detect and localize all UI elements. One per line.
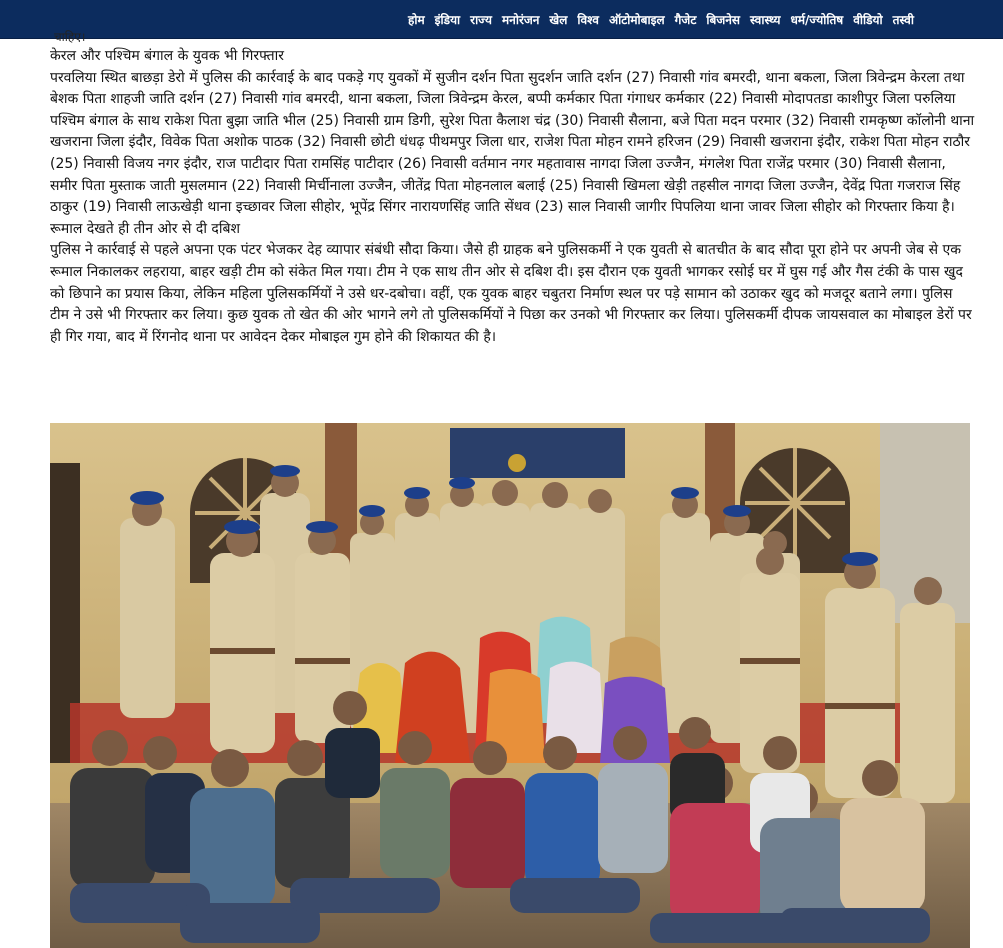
clipped-previous-text — [54, 30, 86, 44]
subheading-kerala-bengal: केरल और पश्चिम बंगाल के युवक भी गिरफ्तार — [50, 48, 284, 64]
nav-item[interactable]: स्वास्थ्य — [750, 12, 781, 27]
nav-menu — [408, 0, 924, 38]
police-group-photo-illustration — [50, 423, 970, 948]
news-photo[interactable] — [50, 423, 970, 948]
nav-item[interactable]: ऑटोमोबाइल — [608, 12, 665, 27]
nav-item[interactable]: खेल — [549, 12, 568, 27]
nav-item[interactable]: राज्य — [470, 12, 492, 27]
nav-item[interactable]: गैजेट — [674, 12, 697, 27]
article-body — [50, 46, 975, 348]
nav-item[interactable]: विश्व — [577, 12, 599, 27]
clipped-text: चाहिए। — [54, 30, 86, 44]
nav-item[interactable]: बिजनेस — [706, 12, 741, 27]
nav-item[interactable]: वीडियो — [853, 12, 883, 27]
notice-board — [450, 428, 625, 478]
nav-item[interactable]: मनोरंजन — [502, 12, 540, 27]
top-navigation-bar — [0, 0, 1003, 39]
subheading-handkerchief-raid: रूमाल देखते ही तीन ओर से दी दबिश — [50, 220, 240, 237]
nav-item[interactable]: इंडिया — [434, 12, 461, 27]
paragraph-raid-details: पुलिस ने कार्रवाई से पहले अपना एक पंटर भेजकर देह व्यापार संबंधी सौदा किया। जैसे ही ग्राहक बने पुलिसकर्मी ने एक युवती से बातचीत के बाद सौदा पूरा होने पर अपनी जेब से एक रूमाल निकालकर लहराया, बाहर खड़ी टीम को संकेत मिल गया। टीम ने एक साथ तीन ओर से दबिश दी। इस दौरान एक युवती भागकर रसोई घर में घुस गई और गैस टंकी के पास खुद को छिपाने का प्रयास किया, लेकिन महिला पुलिसकर्मियों ने उसे धर-दबोचा। वहीं, एक युवक बाहर चबुतरा निर्माण स्थल पर पड़े सामान को उठाकर खुद को मजदूर बताने लगा। पुलिस टीम ने उसे भी गिरफ्तार कर लिया। कुछ युवक तो खेत की ओर भागने लगे तो पुलिसकर्मियों ने पिछा कर उनको भी गिरफ्तार कर लिया। पुलिसकर्मी दीपक जायसवाल का मोबाइल डेरों पर ही गिर गया, बाद में रिंगनोद थाना पर आवेदन देकर मोबाइल गुम होने की शिकायत की है। — [50, 242, 972, 345]
nav-item[interactable]: होम — [408, 12, 425, 27]
paragraph-arrested-list: परवलिया स्थित बाछड़ा डेरो में पुलिस की कार्रवाई के बाद पकड़े गए युवकों में सुजीन दर्शन पिता सुदर्शन जाति दर्शन (27) निवासी गांव बमरदी, थाना बकला, जिला त्रिवेन्द्रम केरला तथा बेशक पिता शाहजी जाति दर्शन (27) निवासी गांव बमरदी, थाना बकला, जिला त्रिवेन्द्रम केरल, बप्पी कर्मकार पिता गंगाधर कर्मकार (22) निवासी मोदापतडा काशीपुर जिला परुलिया पश्चिम बंगाल के साथ राकेश पिता बुझा जाति भील (25) निवासी ग्राम डिगी, सुरेश पिता कैलाश चंद्र (30) निवासी सैलाना, बजे पिता मदन परमार (32) निवासी रामकृष्ण कॉलोनी थाना खजराना जिला इंदौर, विवेक पिता अशोक पाठक (32) निवासी छोटी धंधढ़ पीथमपुर जिला धार, राजेश पिता मोहन रामने हरिजन (29) निवासी खजराना इंदौर, राकेश पिता मोहन राठौर (25) निवासी विजय नगर इंदौर, राज पाटीदार पिता रामसिंह पाटीदार (26) निवासी वर्तमान नगर महतावास नागदा जिला उज्जैन, मंगलेश पिता राजेंद्र परमार (30) निवासी सैलाना, समीर पिता मुस्ताक जाती मुसलमान (22) निवासी मिर्चीनाला उज्जैन, जीतेंद्र पिता मोहनलाल बलाई (25) निवासी खिमला खेड़ी तहसील नागदा जिला उज्जैन, देवेंद्र पिता गजराज सिंह ठाकुर (19) निवासी लाऊखेड़ी थाना इच्छावर जिला सीहोर, भूपेंद्र सिंगर नारायणसिंह जाति सेंधव (23) साल निवासी जागीर पिपलिया थाना जावर जिला सीहोर को गिरफ्तार किया है। — [50, 69, 975, 216]
nav-item[interactable]: धर्म/ज्योतिष — [790, 12, 844, 27]
nav-item[interactable]: तस्वी — [892, 12, 914, 27]
